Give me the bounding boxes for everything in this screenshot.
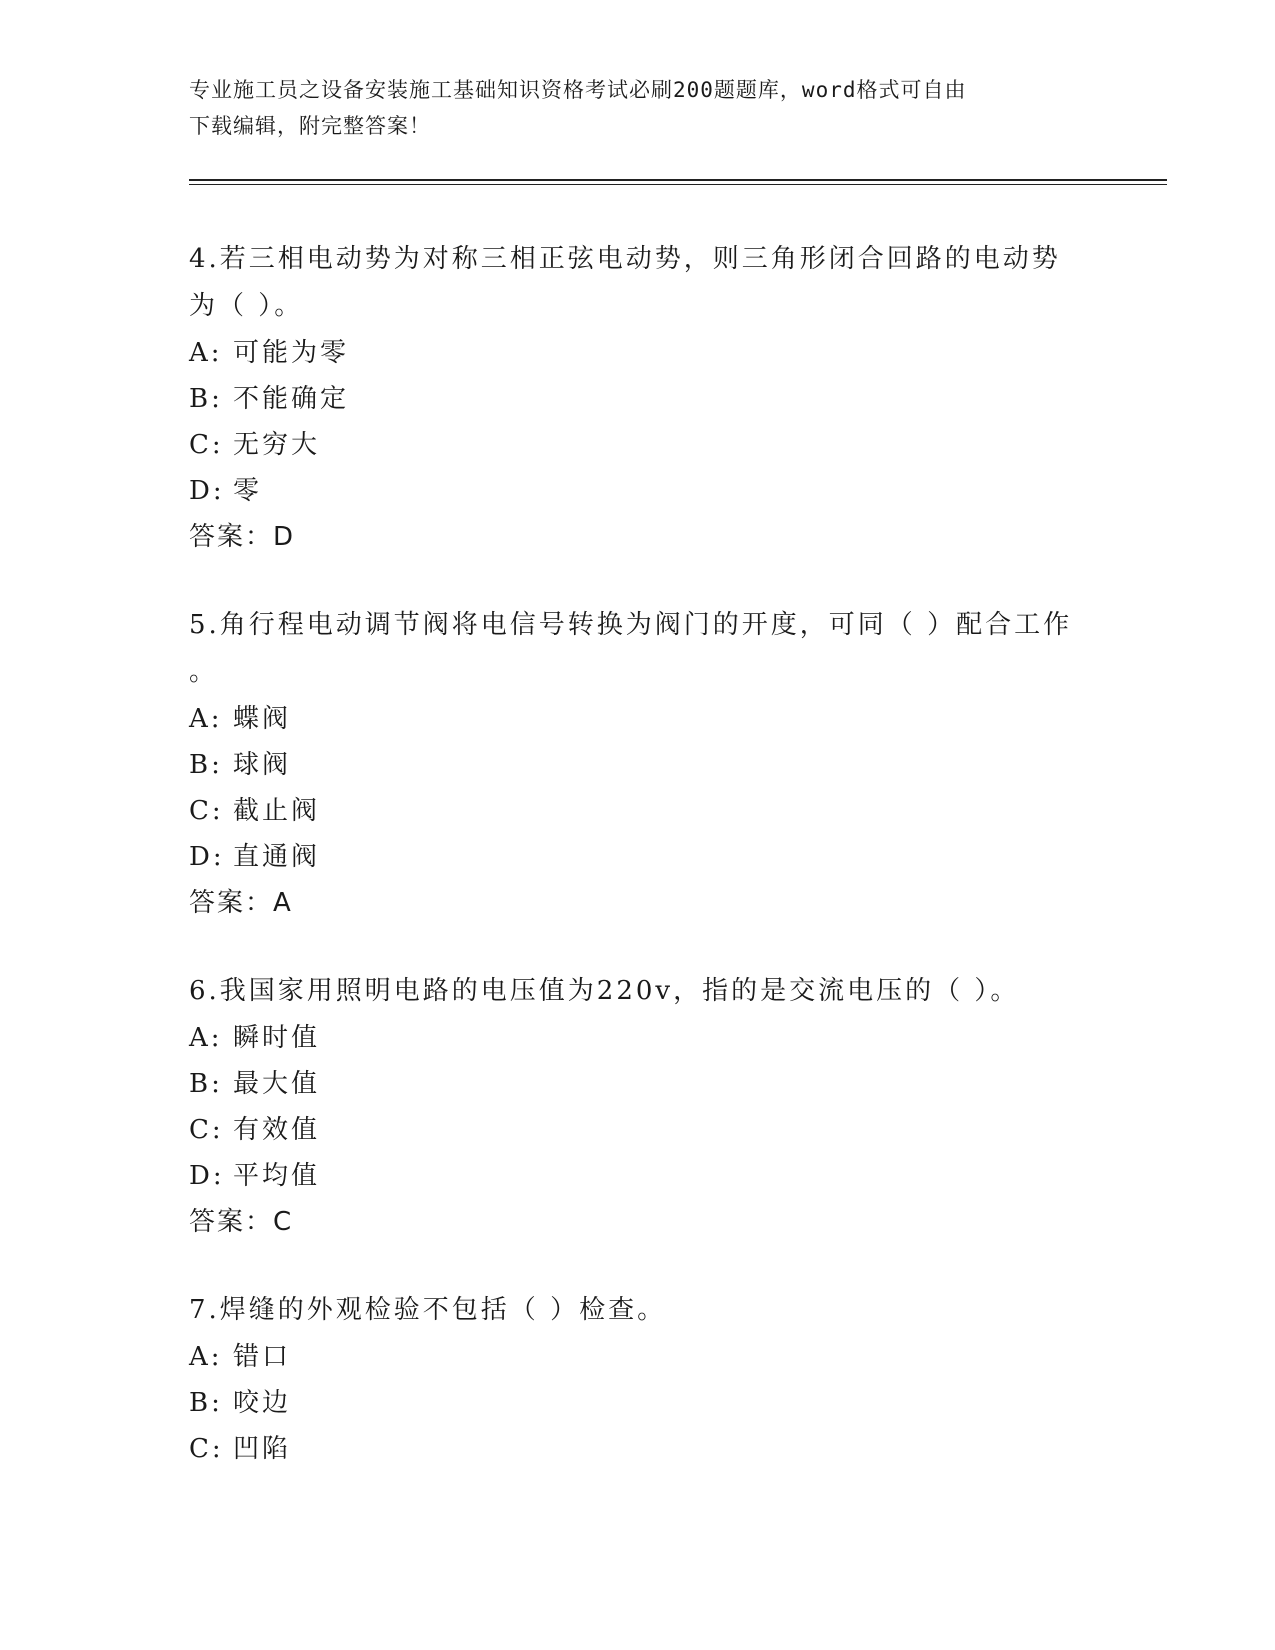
option-letter: A: <box>189 338 223 368</box>
question-4 <box>189 236 1089 560</box>
option-a <box>189 696 1089 742</box>
stem-line: 7.焊缝的外观检验不包括（ ）检查。 <box>189 1295 667 1325</box>
option-d <box>189 834 1089 880</box>
option-c <box>189 1426 1089 1472</box>
stem-line: 4.若三相电动势为对称三相正弦电动势，则三角形闭合回路的电动势 <box>189 244 1061 274</box>
option-text: 可能为零 <box>233 338 350 368</box>
question-list <box>189 236 1089 1514</box>
option-letter: D: <box>189 842 225 872</box>
option-text: 截止阀 <box>233 796 321 826</box>
option-d <box>189 1153 1089 1199</box>
header-line-2: 下载编辑，附完整答案！ <box>189 114 431 138</box>
option-text: 瞬时值 <box>233 1023 321 1053</box>
option-letter: C: <box>189 1434 224 1464</box>
option-text: 零 <box>233 476 263 506</box>
option-a <box>189 330 1089 376</box>
option-text: 球阀 <box>233 750 292 780</box>
option-text: 无穷大 <box>233 430 321 460</box>
option-c <box>189 788 1089 834</box>
header-divider-thin <box>189 184 1167 185</box>
option-c <box>189 422 1089 468</box>
header-line-1: 专业施工员之设备安装施工基础知识资格考试必刷200题题库，word格式可自由 <box>189 78 967 102</box>
option-b <box>189 376 1089 422</box>
header-divider-thick <box>189 179 1167 181</box>
stem-line: 5.角行程电动调节阀将电信号转换为阀门的开度，可同（ ）配合工作 <box>189 610 1073 640</box>
option-b <box>189 1061 1089 1107</box>
answer-label: 答案：C <box>189 1207 294 1237</box>
question-6 <box>189 968 1089 1245</box>
option-text: 直通阀 <box>233 842 321 872</box>
option-text: 错口 <box>233 1342 292 1372</box>
option-b <box>189 1380 1089 1426</box>
option-letter: A: <box>189 704 223 734</box>
question-7 <box>189 1287 1089 1472</box>
stem-line: 为（ ）。 <box>189 291 304 321</box>
option-letter: C: <box>189 430 224 460</box>
option-d <box>189 468 1089 514</box>
option-letter: B: <box>189 384 223 414</box>
option-letter: B: <box>189 1069 223 1099</box>
option-letter: A: <box>189 1023 223 1053</box>
option-letter: C: <box>189 796 224 826</box>
question-5 <box>189 602 1089 926</box>
option-a <box>189 1334 1089 1380</box>
document-header <box>189 72 1089 144</box>
option-c <box>189 1107 1089 1153</box>
answer-label: 答案：D <box>189 522 296 552</box>
stem-line: 6.我国家用照明电路的电压值为220v，指的是交流电压的（ ）。 <box>189 976 1020 1006</box>
option-text: 最大值 <box>233 1069 321 1099</box>
question-stem <box>189 602 1089 696</box>
option-letter: C: <box>189 1115 224 1145</box>
question-stem <box>189 968 1089 1015</box>
stem-line: 。 <box>189 657 219 687</box>
option-letter: A: <box>189 1342 223 1372</box>
option-a <box>189 1015 1089 1061</box>
option-text: 凹陷 <box>233 1434 292 1464</box>
option-text: 不能确定 <box>233 384 350 414</box>
option-letter: B: <box>189 750 223 780</box>
option-letter: D: <box>189 1161 225 1191</box>
question-stem <box>189 1287 1089 1334</box>
option-b <box>189 742 1089 788</box>
option-text: 蝶阀 <box>233 704 292 734</box>
question-stem <box>189 236 1089 330</box>
option-letter: D: <box>189 476 225 506</box>
answer-label: 答案：A <box>189 888 293 918</box>
option-letter: B: <box>189 1388 223 1418</box>
option-text: 有效值 <box>233 1115 321 1145</box>
option-text: 咬边 <box>233 1388 292 1418</box>
option-text: 平均值 <box>233 1161 321 1191</box>
